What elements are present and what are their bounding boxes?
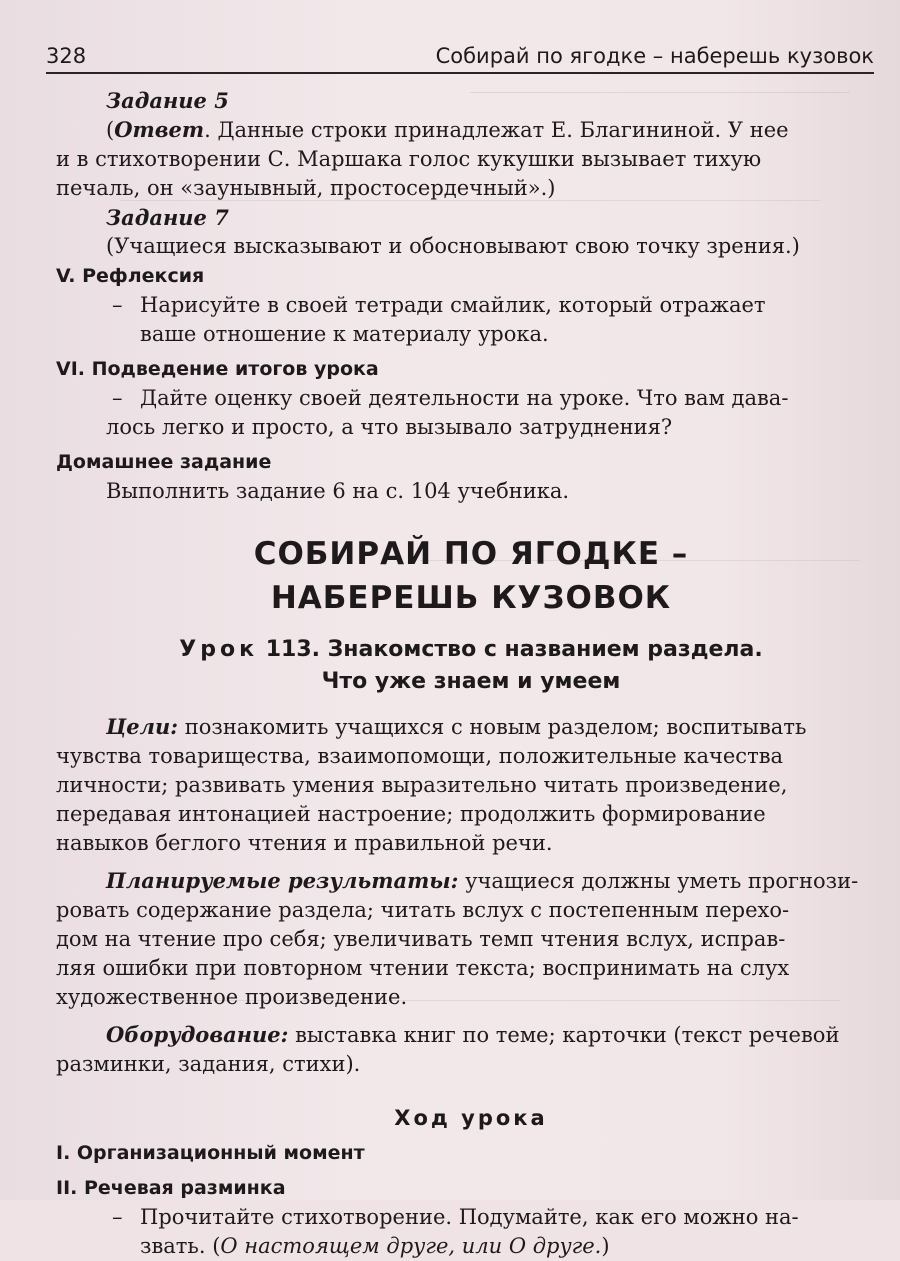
results-line4: ляя ошибки при повторном чтении текста; воспринимать на слух [56, 956, 790, 980]
lesson-number-title: 113. Знакомство с названием раздела. [258, 637, 763, 662]
lesson-title-line2: Что уже знаем и умеем [321, 669, 621, 694]
goals-line4: передавая интонацией настроение; продолжить формирование [56, 802, 766, 826]
org-heading: I. Организационный момент [56, 1142, 365, 1164]
goals-line2: чувства товарищества, взаимопомощи, положительные качества [56, 744, 784, 768]
summary-heading: VI. Подведение итогов урока [56, 358, 379, 380]
results-label: Планируемые результаты: [106, 868, 459, 893]
results-text: учащиеся должны уметь прогнози- [458, 869, 859, 893]
answer-label: Ответ [114, 117, 205, 142]
goals-line3: личности; развивать умения выразительно читать произведение, [56, 773, 788, 797]
warmup-line1 [56, 1203, 886, 1232]
goals-text: познакомить учащихся с новым разделом; воспитывать [178, 715, 807, 739]
dash: – [112, 1205, 123, 1229]
page-content [56, 86, 886, 1261]
suggested-title: О настоящем друге, или О друге. [220, 1234, 602, 1258]
task5-title: Задание 5 [106, 88, 229, 113]
results-line3: дом на чтение про себя; увеличивать темп чтения вслух, исправ- [56, 927, 786, 951]
equipment-label: Оборудование: [106, 1022, 289, 1047]
goals-line5: навыков беглого чтения и правильной речи. [56, 831, 553, 855]
course-heading: Ход урока [394, 1106, 548, 1130]
task5-line2: и в стихотворении С. Маршака голос кукушки вызывает тихую [56, 147, 762, 171]
reflection-line2: ваше отношение к материалу урока. [140, 322, 549, 346]
summary-line1 [56, 384, 886, 413]
summary-text: Дайте оценку своей деятельности на уроке. Что вам дава- [140, 386, 789, 410]
summary-line2: лось легко и просто, а что вызывало затруднения? [106, 415, 673, 439]
task5-line3: печаль, он «заунывный, простосердечный».) [56, 176, 556, 200]
results-line1 [56, 866, 886, 896]
equipment-line1 [56, 1020, 886, 1050]
warmup-heading: II. Речевая разминка [56, 1177, 286, 1199]
results-line5: художественное произведение. [56, 985, 408, 1009]
equipment-text: выставка книг по теме; карточки (текст речевой [288, 1023, 840, 1047]
warmup-text: Прочитайте стихотворение. Подумайте, как его можно на- [140, 1205, 799, 1229]
chapter-title-line2: НАБЕРЕШЬ КУЗОВОК [270, 580, 672, 616]
reflection-line1 [56, 291, 886, 320]
task5-line1-text: . Данные строки принадлежат Е. Благининой. У нее [204, 118, 789, 142]
results-line2: ровать содержание раздела; читать вслух с постепенным перехо- [56, 898, 790, 922]
warmup-line2-start: звать. ( [140, 1234, 221, 1258]
dash: – [112, 386, 123, 410]
page-number: 328 [46, 44, 87, 68]
homework-heading: Домашнее задание [56, 451, 272, 473]
homework-text: Выполнить задание 6 на с. 104 учебника. [106, 479, 570, 503]
task7-line1: (Учащиеся высказывают и обосновывают свою точку зрения.) [106, 234, 800, 258]
lesson-title-line1 [56, 634, 886, 666]
reflection-text: Нарисуйте в своей тетради смайлик, который отражает [140, 293, 766, 317]
task7-title: Задание 7 [106, 205, 229, 230]
reflection-heading: V. Рефлексия [56, 265, 205, 287]
chapter-title-line1: СОБИРАЙ ПО ЯГОДКЕ – [253, 536, 689, 572]
lesson-prefix: Урок [179, 637, 259, 662]
goals-label: Цели: [106, 714, 179, 739]
warmup-line2-end: ) [601, 1234, 610, 1258]
task5-line1 [56, 115, 886, 145]
equipment-line2: разминки, задания, стихи). [56, 1052, 361, 1076]
page-header [46, 38, 874, 74]
goals-line1 [56, 712, 886, 742]
paren: ( [106, 118, 115, 142]
warmup-line2 [56, 1232, 886, 1261]
dash: – [112, 293, 123, 317]
running-title: Собирай по ягодке – наберешь кузовок [435, 44, 874, 68]
